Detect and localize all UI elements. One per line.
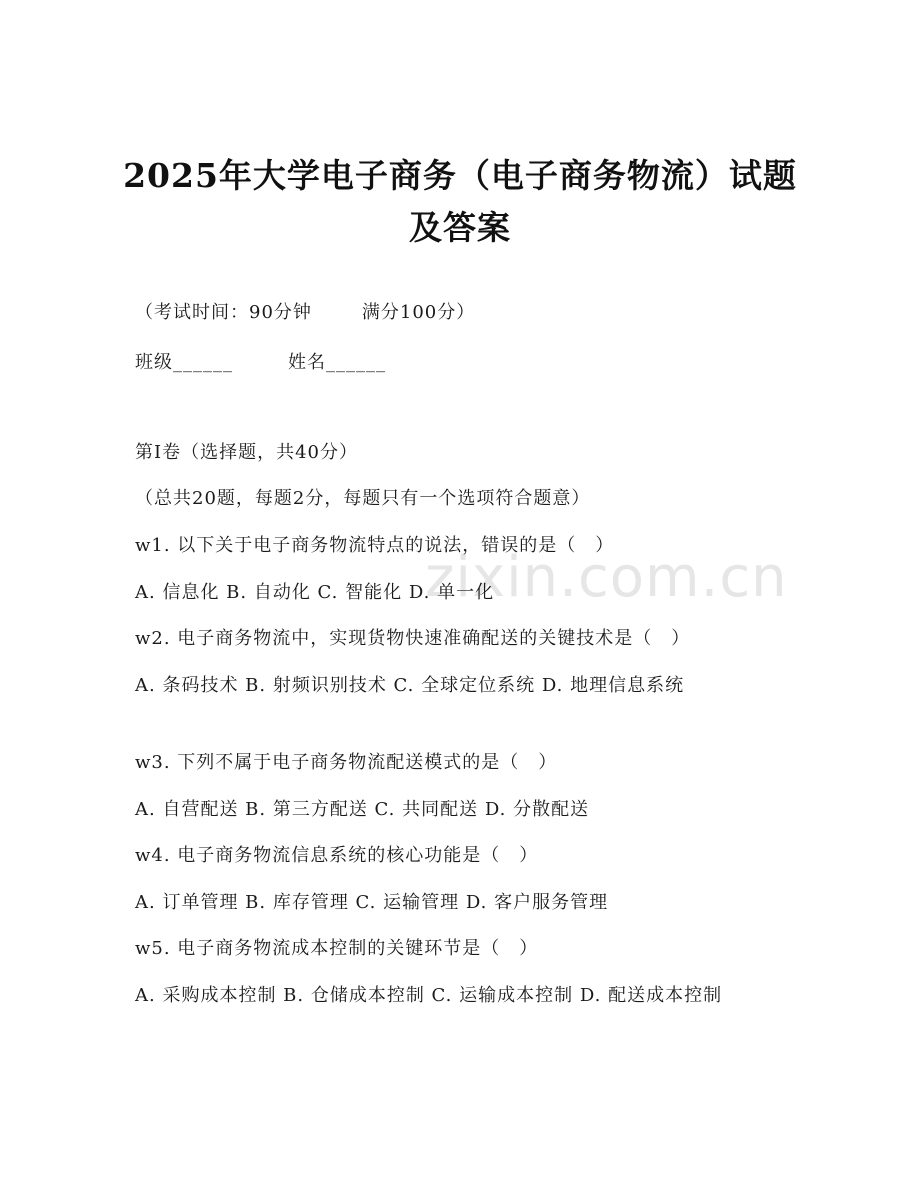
exam-time: （考试时间：90分钟 <box>135 302 312 323</box>
student-info <box>135 350 795 376</box>
watermark: zixin.com.cn <box>425 545 788 610</box>
question-stem: w2. 电子商务物流中，实现货物快速准确配送的关键技术是（ ） <box>135 628 691 649</box>
question-stem: w1. 以下关于电子商务物流特点的说法，错误的是（ ） <box>135 535 615 556</box>
section-title: 第I卷（选择题，共40分） <box>135 442 359 463</box>
question-stem: w3. 下列不属于电子商务物流配送模式的是（ ） <box>135 752 558 773</box>
name-field: 姓名______ <box>288 352 386 373</box>
document-title <box>100 150 820 254</box>
question-options: A. 订单管理 B. 库存管理 C. 运输管理 D. 客户服务管理 <box>135 892 609 913</box>
question-stem: w4. 电子商务物流信息系统的核心功能是（ ） <box>135 845 539 866</box>
section-note: （总共20题，每题2分，每题只有一个选项符合题意） <box>135 488 591 509</box>
question-stem: w5. 电子商务物流成本控制的关键环节是（ ） <box>135 938 539 959</box>
question-options: A. 采购成本控制 B. 仓储成本控制 C. 运输成本控制 D. 配送成本控制 <box>135 985 723 1006</box>
class-field: 班级______ <box>135 352 233 373</box>
title-line-2: 及答案 <box>409 208 511 247</box>
title-line-1: 2025年大学电子商务（电子商务物流）试题 <box>123 156 797 195</box>
question-options: A. 信息化 B. 自动化 C. 智能化 D. 单一化 <box>135 582 495 603</box>
full-score: 满分100分） <box>361 302 476 323</box>
question-options: A. 条码技术 B. 射频识别技术 C. 全球定位系统 D. 地理信息系统 <box>135 675 685 696</box>
question-options: A. 自营配送 B. 第三方配送 C. 共同配送 D. 分散配送 <box>135 799 590 820</box>
exam-info <box>135 300 795 326</box>
